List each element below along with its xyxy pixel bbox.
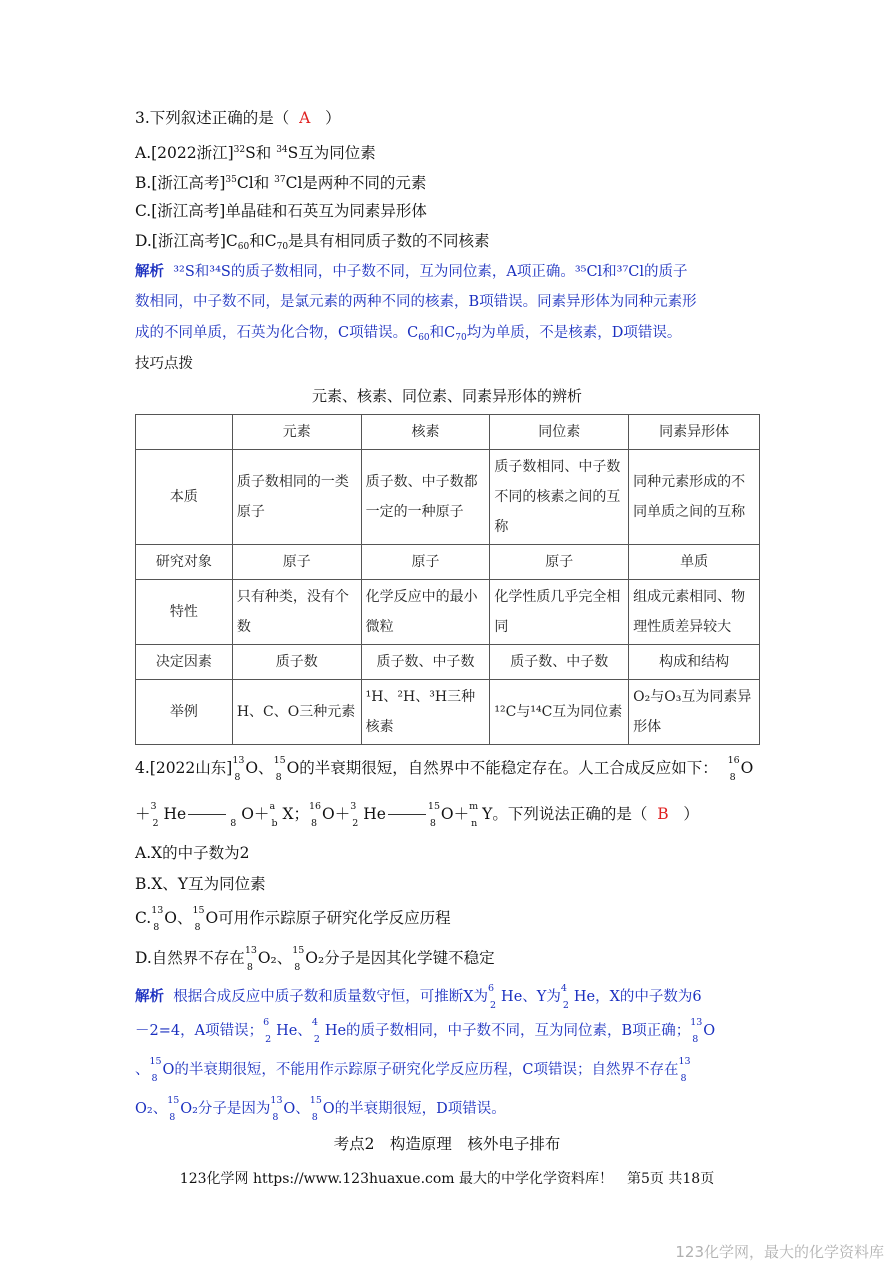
table-header-cell: 同位素 — [490, 415, 629, 450]
table-row — [136, 580, 760, 645]
table-row — [136, 645, 760, 680]
section-heading: 考点2 构造原理 核外电子排布 — [333, 1135, 561, 1153]
table-cell: 质子数相同的一类原子 — [232, 450, 361, 545]
table-cell: ¹²C与¹⁴C互为同位素 — [490, 680, 629, 745]
table-title: 元素、核素、同位素、同素异形体的辨析 — [311, 387, 582, 405]
table-cell: 质子数 — [232, 645, 361, 680]
table-cell: ¹H、²H、³H三种核素 — [361, 680, 490, 745]
table-header-cell: 同素异形体 — [629, 415, 760, 450]
q3-analysis-line2: 数相同，中子数不同，是氯元素的两种不同的核素，B项错误。同素异形体为同种元素形 — [135, 294, 697, 310]
table-cell: H、C、O三种元素 — [232, 680, 361, 745]
q3-option-b: B.[浙江高考]$^{35}$Cl和 $^{37}$Cl是两种不同的元素 — [135, 174, 427, 192]
q3-analysis-line3: 成的不同单质，石英为化合物，C项错误。$C_{60}$和$C_{70}$均为单质，不是核素，D项错误。 — [135, 325, 682, 343]
table-cell: O₂与O₃互为同素异形体 — [629, 680, 760, 745]
table-cell: 组成元素相同、物理性质差异较大 — [629, 580, 760, 645]
q4-option-a: A.X的中子数为2 — [135, 844, 250, 862]
q3-option-d: D.[浙江高考]$C_{60}$和$C_{70}$是具有相同质子数的不同核素 — [135, 232, 490, 252]
page-footer: 123化学网 https://www.123huaxue.com 最大的中学化学资料库！ 第5页 共18页 — [179, 1171, 715, 1187]
q4-analysis-line3: 、 15 8 O的半衰期很短，不能用作示踪原子研究化学反应历程，C项错误；自然界不存在 13 8 — [135, 1056, 691, 1084]
tip-heading: 技巧点拨 — [135, 356, 193, 372]
table-header-cell: 核素 — [361, 415, 490, 450]
table-cell: 同种元素形成的不同单质之间的互称 — [629, 450, 760, 545]
watermark: 123化学网，最大的化学资料库 — [675, 1243, 884, 1261]
table-cell: 原子 — [361, 545, 490, 580]
table-cell: 原子 — [490, 545, 629, 580]
q3-stem: 3.下列叙述正确的是（ A ） — [135, 109, 341, 127]
table-header-cell: 元素 — [232, 415, 361, 450]
q4-equation: ＋ 3 2 He 8 O＋ a b X； 16 8 O＋ 3 2 He 15 8 O＋ m n Y。下列说法正确的是（ B ） — [135, 801, 699, 829]
table-cell: 质子数、中子数 — [490, 645, 629, 680]
row-label: 本质 — [136, 450, 233, 545]
q4-option-b: B.X、Y互为同位素 — [135, 875, 266, 893]
row-label: 举例 — [136, 680, 233, 745]
table-cell: 只有种类，没有个数 — [232, 580, 361, 645]
table-cell: 质子数相同、中子数不同的核素之间的互称 — [490, 450, 629, 545]
q4-option-c: C. 13 8 O、 15 8 O可用作示踪原子研究化学反应历程 — [135, 905, 451, 933]
table-cell: 化学性质几乎完全相同 — [490, 580, 629, 645]
q3-analysis-line1: 解析 ³²S和³⁴S的质子数相同，中子数不同，互为同位素，A项正确。³⁵Cl和³⁷Cl的质子 — [135, 263, 688, 280]
row-label: 特性 — [136, 580, 233, 645]
row-label: 决定因素 — [136, 645, 233, 680]
table-row — [136, 680, 760, 745]
row-label: 研究对象 — [136, 545, 233, 580]
table-cell: 原子 — [232, 545, 361, 580]
table-row — [136, 545, 760, 580]
q4-analysis-line4: O₂、 15 8 O₂分子是因为 13 8 O、 15 8 O的半衰期很短，D项错误。 — [135, 1095, 506, 1123]
q3-answer: A — [299, 109, 311, 127]
table-cell: 单质 — [629, 545, 760, 580]
q3-option-c: C.[浙江高考]单晶硅和石英互为同素异形体 — [135, 202, 427, 220]
table-cell: 质子数、中子数都一定的一种原子 — [361, 450, 490, 545]
comparison-table — [135, 414, 760, 745]
table-cell: 质子数、中子数 — [361, 645, 490, 680]
q4-option-d: D.自然界不存在 13 8 O₂、 15 8 O₂分子是因其化学键不稳定 — [135, 945, 495, 973]
table-cell: 化学反应中的最小微粒 — [361, 580, 490, 645]
table-row — [136, 450, 760, 545]
table-header-row — [136, 415, 760, 450]
q4-answer: B — [657, 805, 669, 823]
q4-stem: 4.[2022山东] 13 8 O、 15 8 O的半衰期很短，自然界中不能稳定存在。人工合成反应如下： 16 8 O — [135, 755, 754, 783]
q4-analysis-line2: －2=4，A项错误； 6 2 He、 4 2 He的质子数相同，中子数不同，互为同位素，B项正确； 13 8 O — [135, 1017, 716, 1045]
table-header-cell — [136, 415, 233, 450]
q3-option-a: A.[2022浙江]$^{32}$S和 $^{34}$S互为同位素 — [135, 144, 376, 162]
q4-analysis-line1: 解析 根据合成反应中质子数和质量数守恒，可推断X为 6 2 He、Y为 4 2 He，X的中子数为6 — [135, 983, 702, 1011]
table-cell: 构成和结构 — [629, 645, 760, 680]
